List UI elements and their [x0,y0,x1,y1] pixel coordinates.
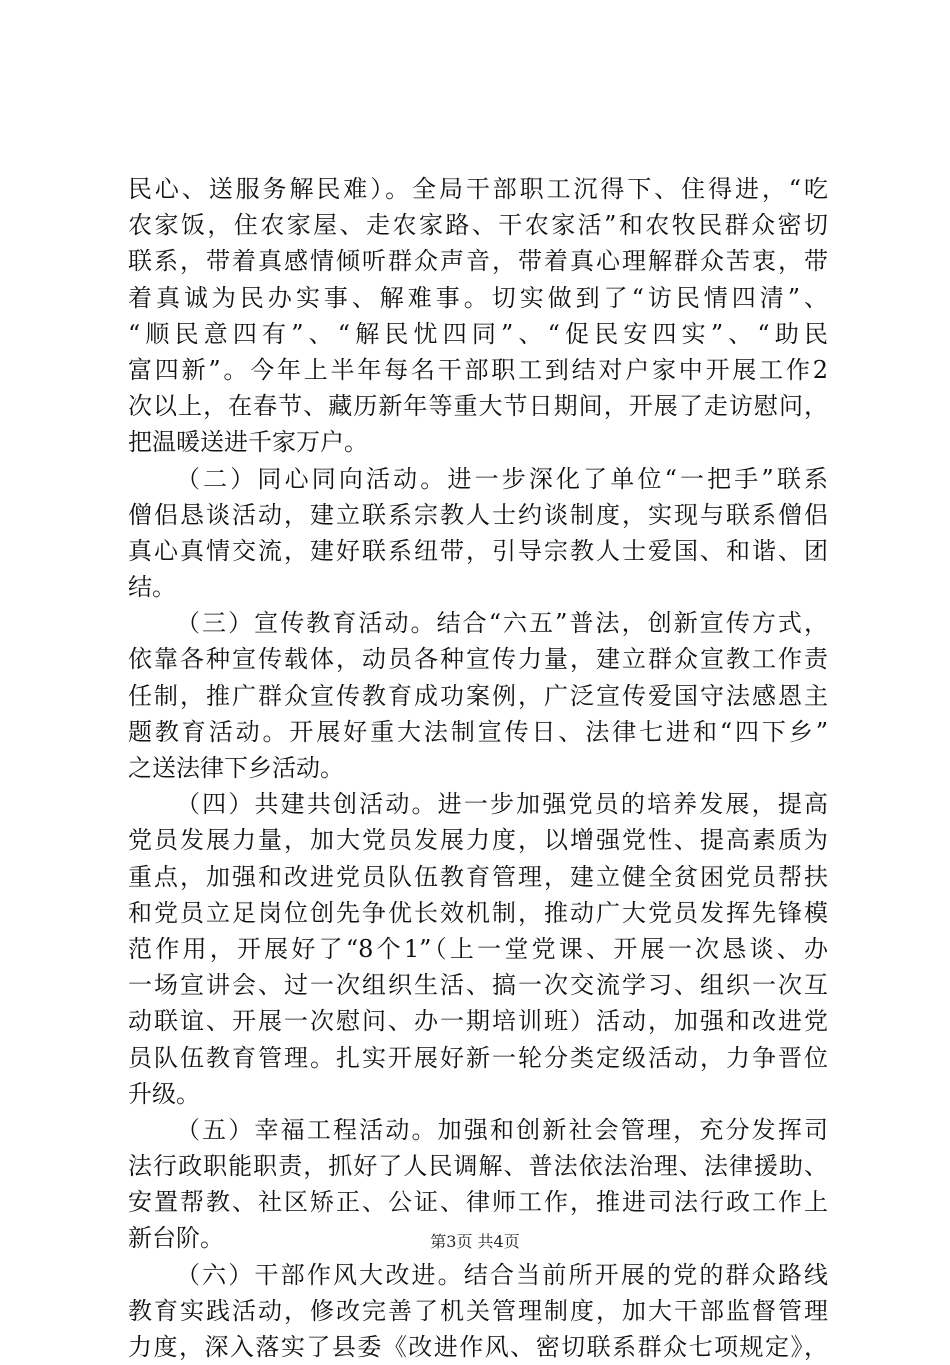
text-line: 农家饭，住农家屋、走农家路、干农家活”和农牧民群众密切 [128,211,828,240]
text-line: 新台阶。 [128,1224,224,1253]
text-line: 任制，推广群众宣传教育成功案例，广泛宣传爱国守法感恩主 [128,681,828,710]
text-line: （六）干部作风大改进。结合当前所开展的党的群众路线 [176,1260,828,1289]
text-line: 民心、送服务解民难）。全局干部职工沉得下、住得进，“吃 [128,175,828,203]
text-line: 之送法律下乡活动。 [128,754,344,782]
text-line: “顺民意四有”、“解民忧四同”、“促民安四实”、“助民 [128,319,828,348]
text-line: 富四新”。今年上半年每名干部职工到结对户家中开展工作2 [128,355,828,384]
text-line: 僧侣恳谈活动，建立联系宗教人士约谈制度，实现与联系僧侣 [128,500,828,529]
text-line: 着真诚为民办实事、解难事。切实做到了“访民情四清”、 [128,283,828,312]
text-line: 升级。 [128,1079,200,1108]
text-line: 结。 [128,573,176,602]
text-line: 动联谊、开展一次慰问、办一期培训班）活动，加强和改进党 [128,1007,828,1036]
text-line: 一场宣讲会、过一次组织生活、搞一次交流学习、组织一次互 [128,971,828,1000]
text-line: （四）共建共创活动。进一步加强党员的培养发展，提高 [176,790,828,819]
text-line: （五）幸福工程活动。加强和创新社会管理，充分发挥司 [176,1115,828,1144]
text-line: 教育实践活动，修改完善了机关管理制度，加大干部监督管理 [128,1296,828,1325]
text-line: （三）宣传教育活动。结合“六五”普法，创新宣传方式， [176,609,828,638]
text-line: 力度，深入落实了县委《改进作风、密切联系群众七项规定》， [128,1333,828,1361]
text-line: 题教育活动。开展好重大法制宣传日、法律七进和“四下乡” [128,717,828,746]
page-footer: 第3页 共4页 [430,1232,520,1251]
text-line: 员队伍教育管理。扎实开展好新一轮分类定级活动，力争晋位 [128,1043,828,1072]
document-body [128,171,828,1365]
text-line: 安置帮教、社区矫正、公证、律师工作，推进司法行政工作上 [128,1188,828,1217]
text-line: 真心真情交流，建好联系纽带，引导宗教人士爱国、和谐、团 [128,536,828,565]
text-line: 重点，加强和改进党员队伍教育管理，建立健全贫困党员帮扶 [128,862,828,891]
text-line: （二）同心同向活动。进一步深化了单位“一把手”联系 [176,464,828,493]
text-line: 和党员立足岗位创先争优长效机制，推动广大党员发挥先锋模 [128,898,828,927]
text-line: 范作用，开展好了“8个1”（上一堂党课、开展一次恳谈、办 [128,934,828,963]
text-line: 党员发展力量，加大党员发展力度，以增强党性、提高素质为 [128,826,828,855]
text-line: 依靠各种宣传载体，动员各种宣传力量，建立群众宣教工作责 [128,645,828,674]
text-line: 联系，带着真感情倾听群众声音，带着真心理解群众苦衷，带 [128,247,828,276]
text-line: 把温暖送进千家万户。 [128,428,368,457]
text-line: 次以上，在春节、藏历新年等重大节日期间，开展了走访慰问， [128,392,828,421]
text-line: 法行政职能职责，抓好了人民调解、普法依法治理、法律援助、 [128,1152,828,1181]
